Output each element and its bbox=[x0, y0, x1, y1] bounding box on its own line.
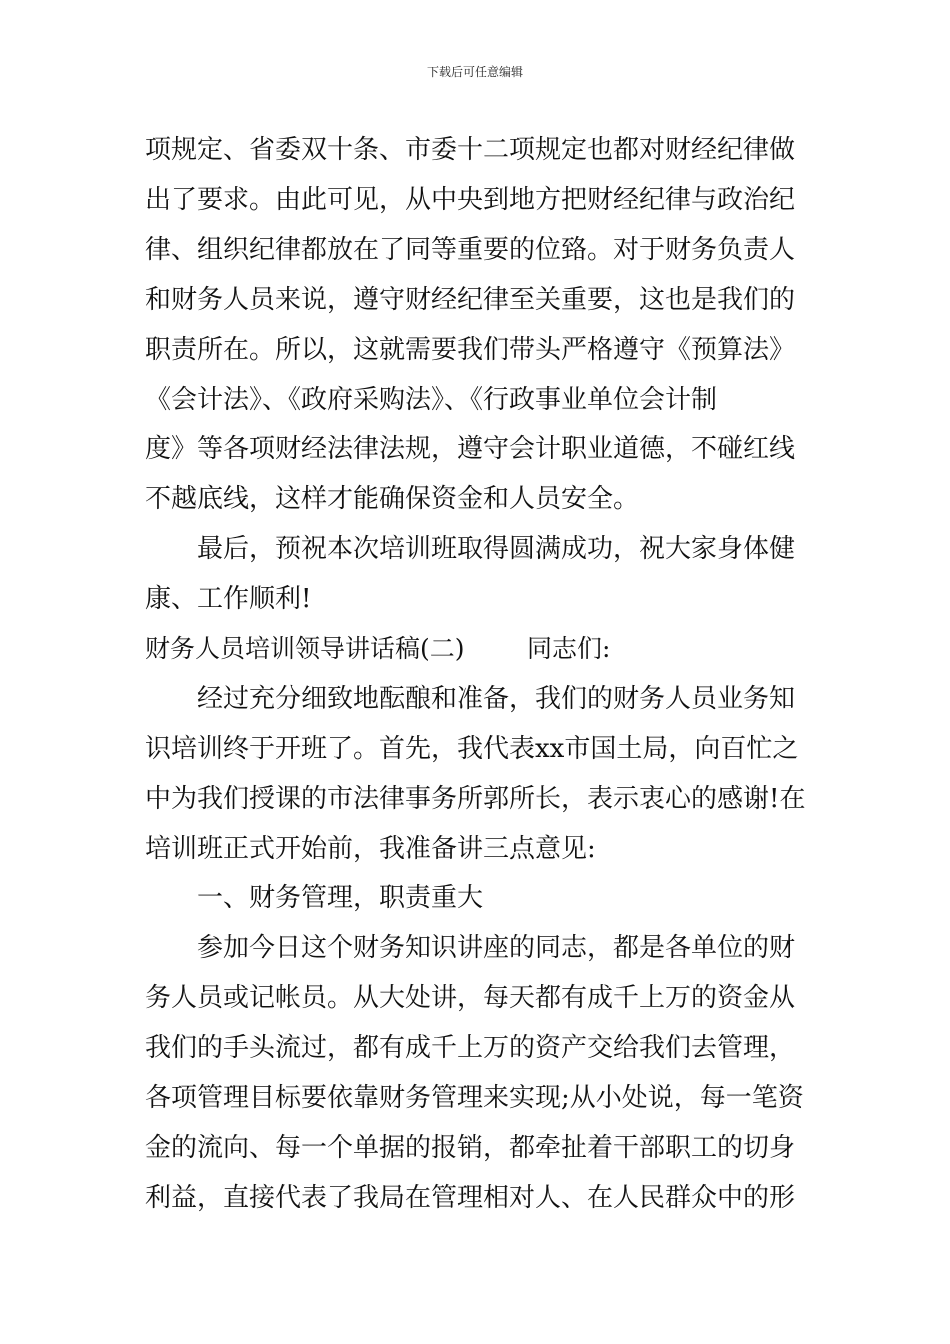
body-line-20: 利益，直接代表了我局在管理相对人、在人民群众中的形 bbox=[145, 1183, 796, 1213]
greeting: 同志们: bbox=[527, 634, 611, 663]
body-line-14: 培训班正式开始前，我准备讲三点意见: bbox=[145, 834, 596, 864]
body-line-15: 参加今日这个财务知识讲座的同志，都是各单位的财 bbox=[197, 933, 796, 963]
body-line-17: 我们的手头流过，都有成千上万的资产交给我们去管理， bbox=[145, 1033, 796, 1063]
body-line-16: 务人员或记帐员。从大处讲，每天都有成千上万的资金从 bbox=[145, 983, 796, 1013]
body-line-10: 康、工作顺利! bbox=[145, 584, 312, 614]
body-line-11: 经过充分细致地酝酿和准备，我们的财务人员业务知 bbox=[197, 684, 796, 714]
body-line-18: 各项管理目标要依靠财务管理来实现;从小处说，每一笔资 bbox=[145, 1083, 804, 1113]
body-line-6: 《会计法》、《政府采购法》、《行政事业单位会计制 bbox=[145, 385, 718, 415]
body-line-2: 出了要求。由此可见，从中央到地方把财经纪律与政治纪 bbox=[145, 185, 796, 215]
subheading: 一、财务管理，职责重大 bbox=[197, 883, 484, 913]
body-line-5: 职责所在。所以，这就需要我们带头严格遵守《预算法》 bbox=[145, 335, 796, 365]
body-line-8: 不越底线，这样才能确保资金和人员安全。 bbox=[145, 484, 640, 514]
body-line-7: 度》等各项财经法律法规，遵守会计职业道德，不碰红线 bbox=[145, 434, 796, 464]
body-line-12: 识培训终于开班了。首先，我代表xx市国土局，向百忙之 bbox=[145, 734, 799, 764]
body-line-4: 和财务人员来说，遵守财经纪律至关重要，这也是我们的 bbox=[145, 285, 796, 315]
body-line-19: 金的流向、每一个单据的报销，都牵扯着干部职工的切身 bbox=[145, 1133, 796, 1163]
body-line-1: 项规定、省委双十条、市委十二项规定也都对财经纪律做 bbox=[145, 135, 796, 165]
page-header-note: 下载后可任意编辑 bbox=[426, 65, 523, 79]
body-line-9: 最后，预祝本次培训班取得圆满成功，祝大家身体健 bbox=[197, 534, 796, 564]
section-title: 财务人员培训领导讲话稿(二) bbox=[145, 634, 465, 663]
body-line-13: 中为我们授课的市法律事务所郭所长，表示衷心的感谢!在 bbox=[145, 784, 806, 814]
body-line-3: 律、组织纪律都放在了同等重要的位臵。对于财务负责人 bbox=[145, 235, 796, 265]
